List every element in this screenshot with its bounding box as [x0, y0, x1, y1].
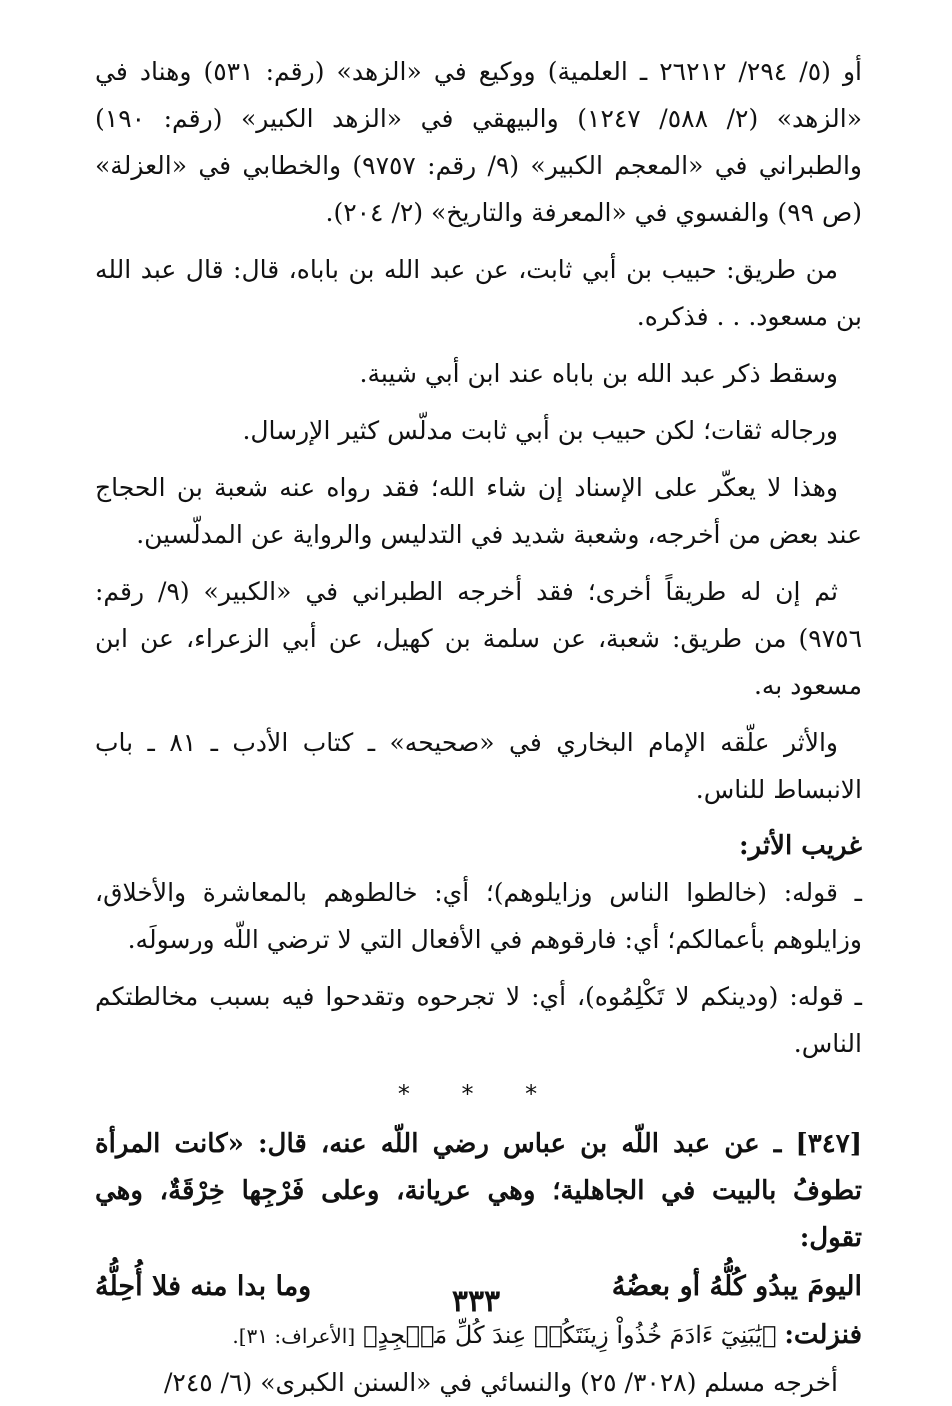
- page-number: ٣٣٣: [451, 1284, 501, 1319]
- quran-verse: ﴿يَٰبَنِيٓ ءَادَمَ خُذُواْ زِينَتَكُمۡ عِندَ كُلِّ مَسۡجِدٍ﴾: [363, 1321, 777, 1349]
- hadith-takhrij: أخرجه مسلم (٣٠٢٨/ ٢٥) والنسائي في «السنن الكبرى» (٦/ ٢٤٥/: [163, 1368, 838, 1397]
- note-paragraph: وسقط ذكر عبد الله بن باباه عند ابن أبي شيبة.: [359, 359, 838, 388]
- isnad-assessment-paragraph: وهذا لا يعكّر على الإسناد إن شاء الله؛ فقد رواه عنه شعبة بن الحجاج عند بعض من أخرجه، وشعبة شديد في التدليس والرواية عن المدلّسين.: [95, 473, 862, 549]
- ayah-reference: [الأعراف: ٣١].: [232, 1324, 356, 1348]
- takhrij-paragraph: أو (٥/ ٢٩٤/ ٢٦٢١٢ ـ العلمية) ووكيع في «الزهد» (رقم: ٥٣١) وهناد في «الزهد» (٢/ ٥٨٨/ ١٢٤٧) والبيهقي في «الزهد الكبير» (رقم: ١٩٠) والطبراني في «المعجم الكبير» (٩/ رقم: ٩٧٥٧) والخطابي في «العزلة» (ص ٩٩) والفسوي في «المعرفة والتاريخ» (٢/ ٢٠٤).: [95, 57, 863, 227]
- isnad-paragraph: من طريق: حبيب بن أبي ثابت، عن عبد الله بن باباه، قال: قال عبد الله بن مسعود. . . فذكره.: [95, 255, 862, 331]
- poem-second-hemistich: وما بدا منه فلا أُحِلُّهُ: [95, 1271, 312, 1302]
- poem-first-hemistich: اليومَ يبدُو كُلُّهُ أو بعضُهُ: [611, 1271, 862, 1302]
- second-route-paragraph: ثم إن له طريقاً أخرى؛ فقد أخرجه الطبراني في «الكبير» (٩/ رقم: ٩٧٥٦) من طريق: شعبة، عن سلمة بن كهيل، عن أبي الزعراء، عن ابن مسعود به.: [95, 577, 862, 700]
- bukhari-paragraph: والأثر علّقه الإمام البخاري في «صحيحه» ـ كتاب الأدب ـ ٨١ ـ باب الانبساط للناس.: [95, 728, 862, 804]
- narrators-paragraph: ورجاله ثقات؛ لكن حبيب بن أبي ثابت مدلّس كثير الإرسال.: [242, 416, 838, 445]
- gharib-heading: غريب الأثر:: [739, 831, 862, 861]
- gharib-item: ـ قوله: (خالطوا الناس وزايلوهم)؛ أي: خالطوهم بالمعاشرة والأخلاق، وزايلوهم بأعمالكم؛ أي: فارقوهم في الأفعال التي لا ترضي اللّه ورسولَه.: [95, 878, 862, 954]
- ayah-line: [95, 1312, 862, 1359]
- ayah-lead: فنزلت:: [784, 1320, 862, 1350]
- section-separator: * * *: [397, 1080, 560, 1108]
- gharib-item: ـ قوله: (ودينكم لا تَكْلِمُوه)، أي: لا تجرحوه وتقدحوا فيه بسبب مخالطتكم الناس.: [95, 982, 862, 1058]
- hadith-text: [٣٤٧] ـ عن عبد اللّه بن عباس رضي اللّه عنه، قال: «كانت المرأة تطوفُ بالبيت في الجاهلية؛ وهي عريانة، وعلى فَرْجِها خِرْقَةٌ، وهي تقول:: [95, 1129, 862, 1253]
